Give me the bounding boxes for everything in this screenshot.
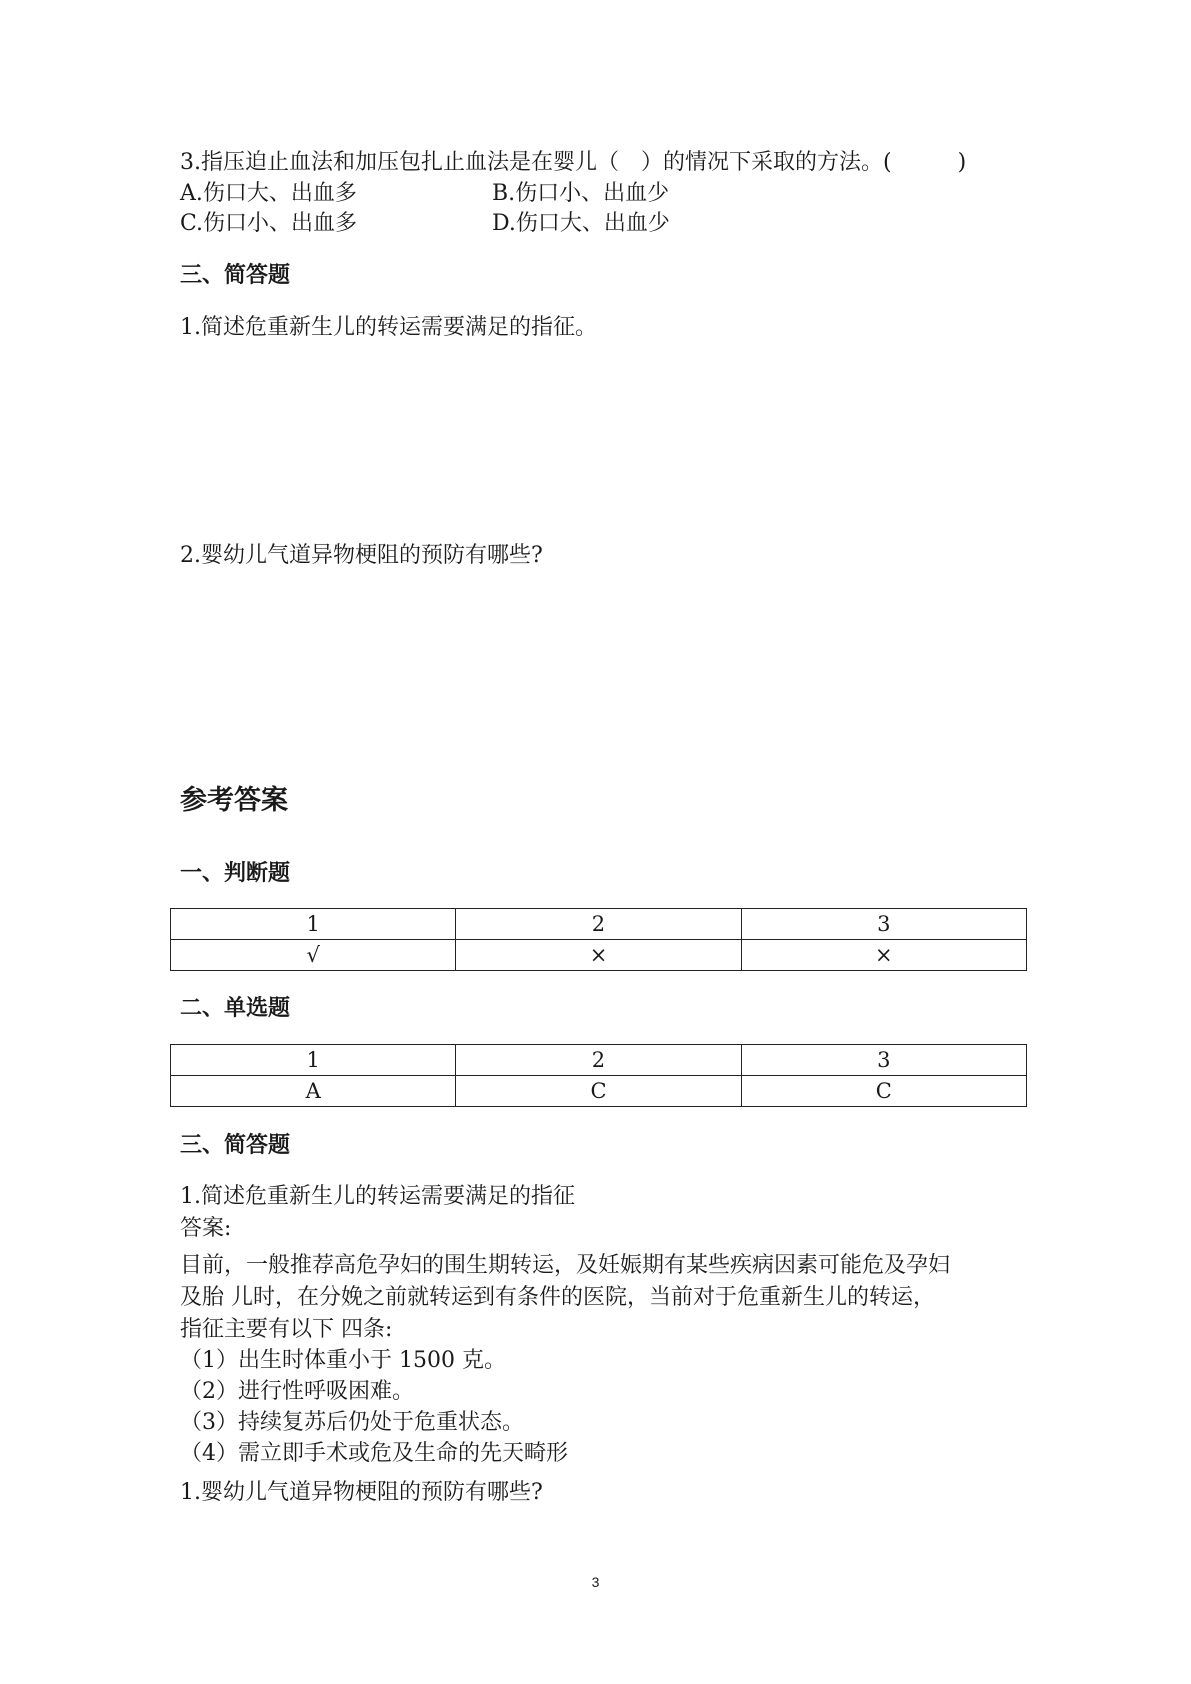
- short-answer-question-1: 1.简述危重新生儿的转运需要满足的指征。: [180, 315, 597, 340]
- mc-answer-table: [170, 1044, 1027, 1107]
- table-cell: C: [741, 1076, 1026, 1107]
- answer-paragraph-line: 目前，一般推荐高危孕妇的围生期转运，及妊娠期有某些疾病因素可能危及孕妇: [180, 1253, 951, 1278]
- table-cell: C: [456, 1076, 741, 1107]
- table-cell: A: [171, 1076, 456, 1107]
- tf-answer-table: [170, 908, 1027, 971]
- table-cell: 3: [741, 1045, 1026, 1076]
- sa-answers-heading: 三、简答题: [180, 1133, 291, 1158]
- table-cell: 2: [456, 1045, 741, 1076]
- sa-answer-question-1: 1.简述危重新生儿的转运需要满足的指征: [180, 1184, 575, 1209]
- table-header-row: [171, 1045, 1027, 1076]
- option-d: D.伤口大、出血少: [492, 211, 670, 236]
- table-cell: √: [171, 940, 456, 971]
- table-header-row: [171, 909, 1027, 940]
- option-b: B.伤口小、出血少: [492, 181, 670, 206]
- answer-paragraph-line: 及胎 儿时，在分娩之前就转运到有条件的医院，当前对于危重新生儿的转运，: [180, 1285, 935, 1310]
- table-cell: 1: [171, 1045, 456, 1076]
- list-item: （3）持续复苏后仍处于危重状态。: [180, 1410, 524, 1435]
- mc-answers-heading: 二、单选题: [180, 996, 291, 1021]
- list-item: （2）进行性呼吸困难。: [180, 1379, 414, 1404]
- answers-title: 参考答案: [180, 785, 288, 816]
- table-cell: 2: [456, 909, 741, 940]
- sa-answer-question-2: 1.婴幼儿气道异物梗阻的预防有哪些?: [180, 1480, 543, 1505]
- answer-paragraph-line: 指征主要有以下 四条:: [180, 1317, 393, 1342]
- table-cell: ×: [741, 940, 1026, 971]
- table-cell: 1: [171, 909, 456, 940]
- table-cell: ×: [456, 940, 741, 971]
- answer-label: 答案:: [180, 1216, 232, 1241]
- tf-answers-heading: 一、判断题: [180, 861, 291, 886]
- page-number: 3: [591, 1574, 600, 1590]
- short-answer-heading: 三、简答题: [180, 263, 291, 288]
- list-item: （1）出生时体重小于 1500 克。: [180, 1348, 506, 1373]
- table-cell: 3: [741, 909, 1026, 940]
- question-3-stem: 3.指压迫止血法和加压包扎止血法是在婴儿（ ）的情况下采取的方法。( ): [180, 150, 967, 175]
- option-c: C.伤口小、出血多: [180, 211, 358, 236]
- option-a: A.伤口大、出血多: [180, 181, 357, 206]
- list-item: （4）需立即手术或危及生命的先天畸形: [180, 1441, 568, 1466]
- table-row: [171, 940, 1027, 971]
- short-answer-question-2: 2.婴幼儿气道异物梗阻的预防有哪些?: [180, 543, 543, 568]
- table-row: [171, 1076, 1027, 1107]
